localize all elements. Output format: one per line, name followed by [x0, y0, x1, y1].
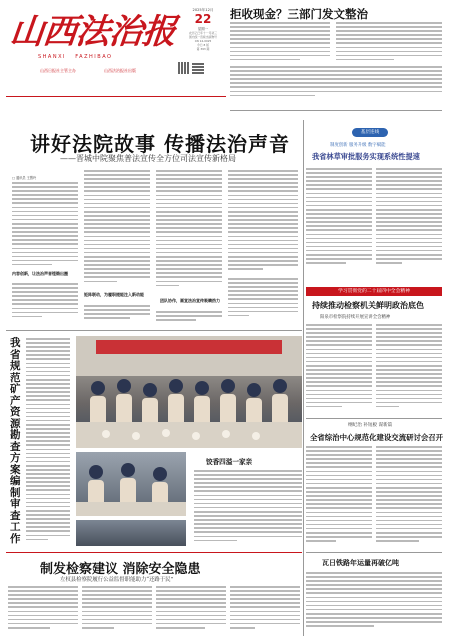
side-tag-label: 基层连线	[360, 130, 380, 135]
lead-body-col-2	[84, 170, 150, 290]
bottom-body-4	[230, 586, 300, 636]
top-story-headline	[230, 6, 368, 22]
lead-subheadline-text: ——晋城中院聚焦普法宣传全方位司法宣传新格局	[60, 154, 236, 163]
side-2-banner	[306, 287, 442, 296]
side-2-subheadline-text: 阳泉市检察院持续开展宣讲全会精神	[320, 315, 391, 320]
left-column-headline-text: 我省规范矿产资源勘查方案编制审查工作	[10, 337, 21, 545]
bottom-side-headline-text: 瓦日铁路年运量再破亿吨	[322, 558, 399, 567]
date-year-month: 2025年12月	[192, 8, 214, 12]
sponsor-1: 山西日报社主管主办	[40, 68, 76, 73]
column-divider	[303, 120, 304, 636]
lead-subheadline	[60, 153, 236, 164]
bottom-body-1	[8, 586, 78, 636]
lead-body-col-5	[228, 278, 298, 322]
side-1-headline-text: 我省林草审批服务实现系统性提速	[312, 152, 420, 161]
dumpling-photo-small	[76, 452, 186, 516]
photo-caption-title	[206, 456, 252, 466]
lead-body-col-1	[12, 182, 78, 268]
lead-body-col-3b	[156, 311, 222, 325]
masthead-pinyin: SHANXI FAZHIBAO	[38, 54, 113, 60]
date-block	[184, 8, 222, 60]
newspaper-logo	[7, 10, 180, 54]
sponsor-2: 山西法治报社出版	[104, 68, 136, 73]
side-3-body	[376, 446, 442, 546]
bottom-divider	[6, 552, 302, 553]
side-tag	[352, 128, 388, 137]
photo-caption-title-text: 饺香四溢一家亲	[206, 458, 253, 466]
section-divider	[230, 110, 442, 111]
top-story-body	[230, 22, 330, 66]
logo-text: 山西法治报	[7, 12, 178, 52]
cn-code: CN 14-0025	[194, 39, 212, 43]
bottom-subheadline-text: 左权县检察院履行公益监督职能助力“还路于民”	[60, 577, 174, 583]
bottom-body-3	[156, 586, 226, 636]
lead-body-col-2b	[84, 305, 150, 325]
page-count: 今日 8 版	[197, 43, 209, 47]
side-2-subheadline	[320, 314, 390, 320]
side-1-headline	[312, 152, 420, 162]
dumpling-photo-small-graphic	[76, 452, 186, 516]
left-column-headline	[10, 338, 22, 545]
side-3-kicker	[348, 422, 392, 428]
qr-code-icon	[178, 62, 190, 74]
side-1-body	[376, 168, 442, 268]
side-2-body	[306, 324, 372, 412]
side-1-kicker: 制度创新 服务升级 数字赋能	[330, 143, 386, 148]
bottom-body-2	[82, 586, 152, 636]
section-divider	[306, 418, 442, 419]
cn-label: 国内统一连续出版物号	[189, 35, 217, 39]
bottom-subheadline	[60, 575, 173, 583]
lead-body-col-3	[156, 170, 222, 294]
top-story-body	[230, 66, 442, 102]
side-3-headline-text: 全省综治中心规范化建设交流研讨会召开	[310, 433, 444, 442]
side-3-kicker-text: 纲纪治 补短板 谋新篇	[348, 423, 393, 428]
date-day: 22	[194, 12, 212, 26]
dumpling-photo-graphic	[76, 336, 302, 448]
dumpling-photo-main	[76, 336, 302, 448]
top-story-headline-text: 拒收现金？三部门发文整治	[230, 7, 368, 21]
date-weekday: 星期一	[197, 27, 209, 31]
lunar-date: 农历乙巳年十一月初三	[189, 31, 217, 35]
side-1-body	[306, 168, 372, 268]
lead-byline: □ 通讯员 王慧玲	[12, 176, 37, 180]
bottom-side-headline	[322, 558, 399, 568]
lead-body-col-1b	[12, 283, 78, 323]
side-3-body	[306, 446, 372, 546]
left-column-body	[26, 338, 70, 546]
bottom-headline-text: 制发检察建议 消除安全隐患	[40, 562, 201, 577]
section-divider	[6, 330, 302, 331]
side-2-banner-text: 学习贯彻党的二十届四中全会精神	[338, 289, 410, 294]
side-3-headline	[310, 432, 443, 443]
serial-number: 第 393 期	[196, 47, 210, 51]
photo-caption-body	[194, 470, 302, 546]
section-divider	[306, 552, 442, 553]
lead-body-col-4	[228, 170, 298, 274]
side-2-headline-text: 持续推动检察机关鲜明政治底色	[312, 300, 424, 310]
masthead	[0, 0, 225, 82]
lead-headline-text: 讲好法院故事 传播法治声音	[30, 132, 290, 156]
top-story-body	[336, 22, 442, 66]
dumpling-photo-small-2	[76, 520, 186, 546]
bottom-side-body	[306, 572, 442, 636]
masthead-divider	[6, 96, 226, 97]
lead-subhead-1: 内容创新，让法治声音铿锵出圈	[12, 271, 68, 276]
lead-subhead-3: 团队协作，画宣法治宣传吸睛热力	[160, 298, 220, 303]
qr-code-icon	[192, 62, 204, 74]
side-2-body	[376, 324, 442, 412]
side-2-headline	[312, 300, 424, 311]
lead-subhead-2: 矩阵联动，为履职提能注入新动能	[84, 292, 144, 297]
